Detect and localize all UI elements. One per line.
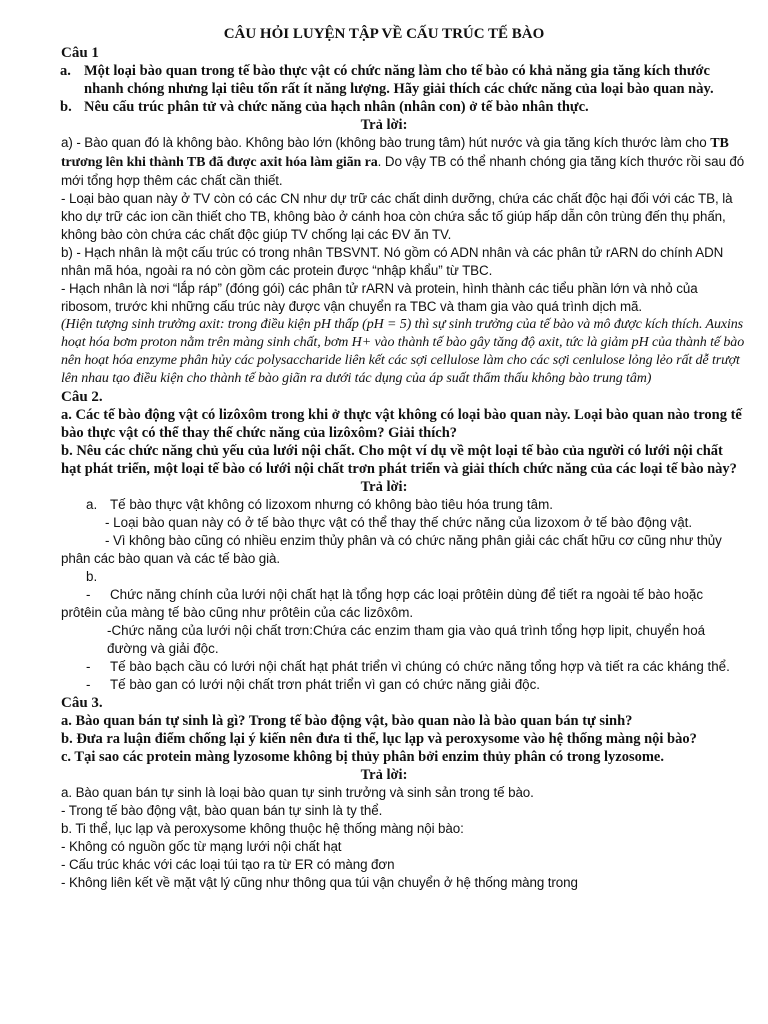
answer-3-line4: - Không có nguồn gốc từ mạng lưới nội chất hạt <box>61 839 342 854</box>
answer-1a-paragraph <box>61 134 746 190</box>
answer-1a-functions: - Loại bào quan này ở TV còn có các CN như dự trữ các chất dinh dưỡng, chứa các chất độc hại đối với các TB, là kho dự trữ các ion cần thiết cho TB, không bào ở cánh hoa còn chứa sắc tố giúp hấp dẫn côn trùng đến thụ phấn, không bào còn chứa các chất độc giúp TV chống lại các ĐV ăn TV. <box>61 191 733 242</box>
question-1b <box>60 98 746 116</box>
answer-1b-function: - Hạch nhân là nơi “lắp ráp” (đóng gói) các phân tử rARN và protein, hình thành các tiểu phần lớn và nhỏ của ribosom, trước khi những cấu trúc này được vận chuyển ra TBC và tham gia vào quá trình dịch mã. <box>61 281 698 314</box>
answer-1b-structure: b) - Hạch nhân là một cấu trúc có trong nhân TBSVNT. Nó gồm có ADN nhân và các phân tử rARN do chính ADN nhân mã hóa, ngoài ra nó còn gồm các protein được “nhập khẩu” từ TBC. <box>61 245 724 278</box>
dash-4: - <box>86 677 91 692</box>
question-1b-text: Nêu cấu trúc phân tử và chức năng của hạch nhân (nhân con) ở tế bào nhân thực. <box>84 99 589 115</box>
answer-1-heading: Trả lời: <box>360 117 408 133</box>
answer-2b-item4-text: Tế bào gan có lưới nội chất trơn phát triển vì gan có chức năng giải độc. <box>110 677 541 692</box>
answer-3-line6: - Không liên kết về mặt vật lý cũng như thông qua túi vận chuyển ở hệ thống màng trong <box>61 875 578 890</box>
question-3b: b. Đưa ra luận điểm chống lại ý kiến nên đưa ti thể, lục lạp và peroxysome vào hệ thống màng nội bào? <box>61 731 697 747</box>
answer-2b-item4 <box>61 676 746 694</box>
answer-3-line3: b. Ti thể, lục lạp và peroxysome không thuộc hệ thống màng nội bào: <box>61 821 464 836</box>
answer-2a-sub1: - Loại bào quan này có ở tế bào thực vật có thể thay thế chức năng của lizoxom ở tế bào động vật. <box>105 515 693 530</box>
dash-1: - <box>86 587 91 602</box>
dash-3: - <box>86 659 91 674</box>
question-3-heading: Câu 3. <box>61 695 103 711</box>
answer-1a-part1: a) - Bào quan đó là không bào. Không bào lớn (không bào trung tâm) hút nước và gia tăng kích thước làm cho <box>61 135 707 150</box>
answer-3-line5: - Cấu trúc khác với các loại túi tạo ra từ ER có màng đơn <box>61 857 395 872</box>
answer-3-line2: - Trong tế bào động vật, bào quan bán tự sinh là ty thể. <box>61 803 383 818</box>
question-3c: c. Tại sao các protein màng lyzosome không bị thủy phân bởi enzim thủy phân có trong lyzosome. <box>61 749 664 765</box>
answer-1a-bold: TB trương lên khi thành TB đã được axit hóa làm giãn ra <box>61 136 729 170</box>
question-1a-label: a. <box>60 63 71 79</box>
question-2b: b. Nêu các chức năng chủ yếu của lưới nội chất. Cho một ví dụ về một loại tế bào của người có lưới nội chất hạt phát triển, một loại tế bào có lưới nội chất trơn phát triển và giải thích chức năng của các loại tế bào này? <box>61 443 737 477</box>
question-3a: a. Bào quan bán tự sinh là gì? Trong tế bào động vật, bào quan nào là bào quan bán tự sinh? <box>61 713 633 729</box>
answer-2a-sub2: - Vì không bào cũng có nhiều enzim thủy phân và có chức năng phân giải các chất hữu cơ cũng như thủy phân các bào quan và các tế bào già. <box>61 533 722 566</box>
acid-growth-note: (Hiện tượng sinh trưởng axit: trong điều kiện pH thấp (pH = 5) thì sự sinh trưởng của tế bào và mô được kích thích. Auxins hoạt hóa bơm proton nằm trên màng sinh chất, bơm H+ vào thành tế bào gây tăng độ axit, tức là giảm pH của thành tế bào nên hoạt hóa enzyme phân hủy các polysaccharide liên kết các sợi cellulose làm cho các sợi cenlulose lỏng lẻo rất dễ trượt lên nhau tạo điều kiện cho thành tế bào giãn ra dưới tác dụng của áp suất thẩm thấu không bào trung tâm) <box>61 317 745 386</box>
answer-2b-label: b. <box>86 569 98 584</box>
page-title: CÂU HỎI LUYỆN TẬP VỀ CẤU TRÚC TẾ BÀO <box>223 26 545 42</box>
answer-2a <box>86 496 746 514</box>
answer-3-heading: Trả lời: <box>360 767 408 783</box>
answer-2b-item1 <box>61 586 746 622</box>
answer-2b-item2: -Chức năng của lưới nội chất trơn:Chứa các enzim tham gia vào quá trình tổng hợp lipit, chuyển hoá đường và giải độc. <box>107 623 706 656</box>
answer-3-line1: a. Bào quan bán tự sinh là loại bào quan tự sinh trưởng và sinh sản trong tế bào. <box>61 785 534 800</box>
answer-2a-label: a. <box>86 497 98 512</box>
question-2-heading: Câu 2. <box>61 389 103 405</box>
question-1-heading: Câu 1 <box>61 45 99 61</box>
answer-2-heading: Trả lời: <box>360 479 408 495</box>
question-2a: a. Các tế bào động vật có lizôxôm trong khi ở thực vật không có loại bào quan này. Loại bào quan nào trong tế bào thực vật có thể thay thế chức năng của lizôxôm? Giải thích? <box>61 407 742 441</box>
answer-2a-text: Tế bào thực vật không có lizoxom nhưng có không bào tiêu hóa trung tâm. <box>110 497 553 512</box>
answer-1a-part2: . Do vậy TB có thể nhanh chóng gia tăng kích thước rồi sau đó mới tổng hợp thêm các chất cần thiết. <box>61 154 745 188</box>
answer-2b-item1-text: Chức năng chính của lưới nội chất hạt là tổng hợp các loại prôtêin dùng để tiết ra ngoài tế bào hoặc prôtêin của màng tế bào cũng như prôtêin của các lizôxôm. <box>61 587 704 620</box>
answer-2b <box>86 568 746 586</box>
answer-2b-item3-text: Tế bào bạch cầu có lưới nội chất hạt phát triển vì chúng có chức năng tổng hợp và tiết ra các kháng thể. <box>110 659 730 674</box>
question-1b-label: b. <box>60 99 72 115</box>
question-1a-text: Một loại bào quan trong tế bào thực vật có chức năng làm cho tế bào có khả năng gia tăng kích thước nhanh chóng nhưng lại tiêu tốn rất ít năng lượng. Hãy giải thích các chức năng của loại bào quan này. <box>84 63 714 97</box>
answer-2b-item3 <box>61 658 746 676</box>
question-1a <box>60 62 746 98</box>
